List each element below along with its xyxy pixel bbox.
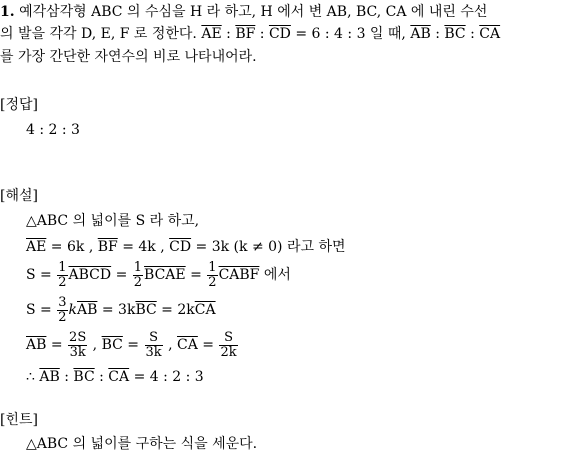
segment-bc: $\overline{BC}$ <box>135 302 157 318</box>
segment-ca: $\overline{CA}$ <box>177 337 198 353</box>
segment-ae: $\overline{AE}$ <box>201 26 222 42</box>
fraction-numerator: 3 <box>58 294 67 310</box>
segment-bf: $\overline{BF}$ <box>235 26 256 42</box>
segment-ca: $\overline{CA}$ <box>194 302 216 318</box>
fraction-s-2k <box>219 331 237 360</box>
explanation-heading: [해설] <box>0 188 38 204</box>
answer-heading: [정답] <box>0 97 38 113</box>
fraction-half <box>133 261 143 290</box>
area-s: S = <box>26 302 52 318</box>
fraction-s-3k <box>145 331 163 360</box>
explanation-line-2 <box>26 238 346 256</box>
area-s: S = <box>26 267 52 283</box>
segment-cd: $\overline{CD}$ <box>169 239 192 255</box>
expr-bf: = 4k , <box>122 239 165 255</box>
explanation-line-3: S = $\frac{1}{2}$ ABCD = $\frac{1}{2}$ BCAE = $\frac{1}{2}$ CABF 에서 <box>26 259 291 290</box>
area-term-3: CABF <box>218 267 260 283</box>
fraction-denominator: 2 <box>133 274 143 290</box>
fraction-denominator: 2 <box>58 309 67 325</box>
fraction-denominator: 2k <box>220 344 237 360</box>
expr-cd: = 3k (k ≠ 0) 라고 하면 <box>195 239 346 255</box>
problem-text-3: 를 가장 간단한 자연수의 비로 나타내어라. <box>0 49 257 65</box>
segment-bc: $\overline{BC}$ <box>73 369 95 385</box>
therefore-symbol: ∴ <box>26 369 35 385</box>
segment-ab: $\overline{AB}$ <box>26 337 47 353</box>
connector-text: 에서 <box>263 267 291 283</box>
fraction-numerator: 1 <box>133 259 143 275</box>
segment-ab: $\overline{AB}$ <box>77 302 98 318</box>
final-ratio: = 4 : 2 : 3 <box>133 369 204 385</box>
expr-2k: = 2k <box>161 302 195 318</box>
fraction-2s-3k <box>68 331 87 360</box>
segment-bc: $\overline{BC}$ <box>444 26 466 42</box>
problem-number: 1. <box>0 4 15 20</box>
problem-text-2: 의 발을 각각 D, E, F 로 정한다. <box>0 26 197 42</box>
segment-cd: $\overline{CD}$ <box>268 26 291 42</box>
fraction-numerator: 1 <box>58 259 67 275</box>
segment-bf: $\overline{BF}$ <box>97 239 118 255</box>
segment-ae: $\overline{AE}$ <box>26 239 47 255</box>
segment-bc: $\overline{BC}$ <box>101 337 123 353</box>
problem-line-2: 의 발을 각각 D, E, F 로 정한다. $\overline{AE}$ : $\overline{BF}$ : $\overline{CD} = 6$ : 4 : 3 일 때, $\overline{AB}$ : $\overline{BC}$ : $\overline{CA}$ <box>0 26 501 42</box>
problem-line-3 <box>0 48 257 66</box>
segment-ab: $\overline{AB}$ <box>39 369 60 385</box>
problem-text-1: 예각삼각형 ABC 의 수심을 H 라 하고, H 에서 변 AB, BC, CA 에 내린 수선 <box>19 4 488 20</box>
segment-ca: $\overline{CA}$ <box>108 369 130 385</box>
segment-ca: $\overline{CA}$ <box>479 26 501 42</box>
fraction-numerator: S <box>145 331 163 346</box>
explanation-line-4 <box>26 295 216 325</box>
fraction-numerator: 1 <box>208 259 217 275</box>
given-ratio: = 6 : 4 : 3 일 때, <box>295 26 406 42</box>
explanation-line-5: $\overline{AB}$ = $\frac{2S}{3k}$ , $\overline{BC}$ = $\frac{S}{3k}$ , $\overline{CA}$ = $\frac{S}{2k}$ <box>26 329 237 360</box>
answer-value: 4 : 2 : 3 <box>26 122 80 138</box>
problem-line-1 <box>0 3 487 21</box>
hint-heading: [힌트] <box>0 412 38 428</box>
segment-ab: $\overline{AB}$ <box>410 26 431 42</box>
fraction-numerator: S <box>219 331 237 346</box>
variable-k: k <box>68 302 77 318</box>
fraction-half <box>57 261 67 290</box>
explanation-line-6: ∴ $\overline{AB}$ : $\overline{BC}$ : $\overline{CA} = 4$ : 2 : 3 <box>26 369 204 385</box>
fraction-denominator: 2 <box>208 274 217 290</box>
expr-3k: = 3k <box>101 302 136 318</box>
fraction-denominator: 3k <box>69 344 86 360</box>
expr-ae: = 6k , <box>50 239 94 255</box>
fraction-three-halves <box>57 296 67 325</box>
fraction-denominator: 2 <box>58 274 67 290</box>
explanation-line-1: △ABC 의 넓이를 S 라 하고, <box>26 213 200 229</box>
fraction-denominator: 3k <box>145 344 162 360</box>
area-term-2: BCAE <box>144 267 186 283</box>
area-term-1: ABCD <box>68 267 112 283</box>
fraction-numerator: 2S <box>69 329 87 345</box>
fraction-half <box>207 261 217 290</box>
hint-text: △ABC 의 넓이를 구하는 식을 세운다. <box>26 436 258 452</box>
